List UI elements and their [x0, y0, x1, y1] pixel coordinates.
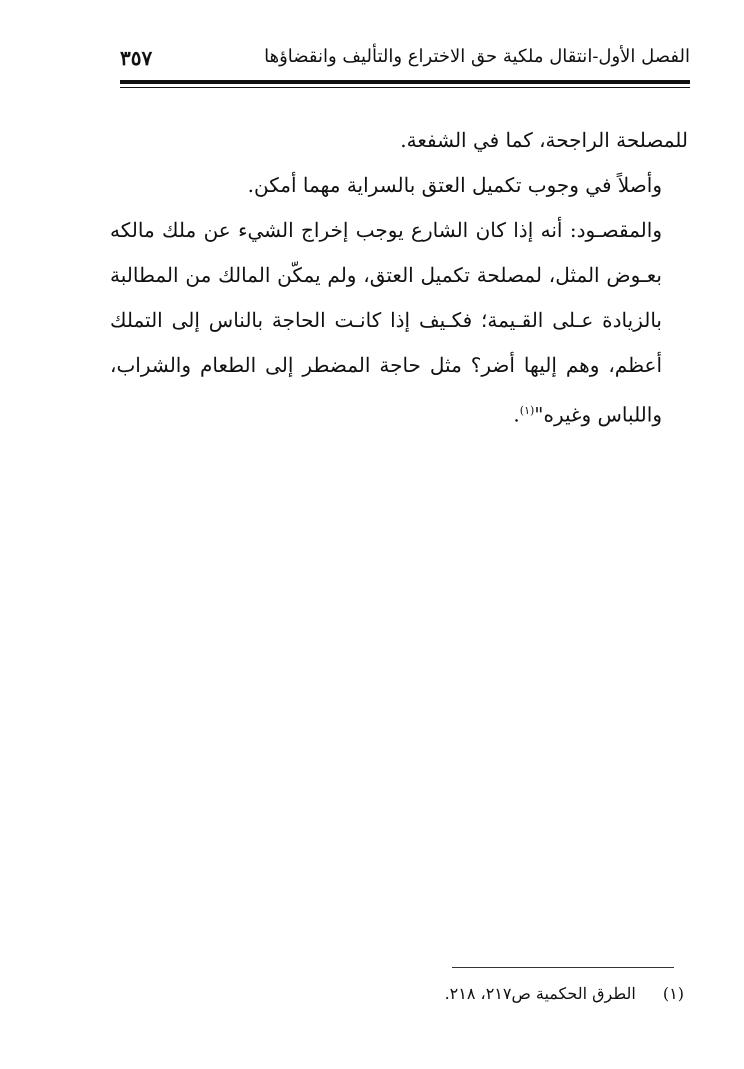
paragraph-3	[110, 208, 688, 438]
footnote-reference: (١)	[519, 404, 535, 417]
paragraph-3-text: والمقصـود: أنه إذا كان الشارع يوجب إخراج الشيء عن ملك مالكه بعـوض المثل، لمصلحة تكميل العتق، ولم يمكّن المالك من المطالبة بالزيادة عـلى القـيمة؛ فكـيف إذا كانـت الحاجة بالناس إلى التملك أعظم، وهم إليها أضر؟ مثل حاجة المضطر إلى الطعام والشراب، واللباس وغيره"	[110, 218, 662, 427]
footnote-separator	[452, 967, 674, 968]
closing-period: .	[513, 402, 520, 427]
footnote	[440, 984, 684, 1003]
body-text	[110, 118, 688, 438]
page-number: ٣٥٧	[120, 46, 153, 70]
page-header	[120, 40, 690, 80]
running-title: الفصل الأول-انتقال ملكية حق الاختراع والتأليف وانقضاؤها	[264, 46, 690, 67]
footnote-marker: (١)	[662, 984, 684, 1003]
footnote-text: الطرق الحكمية ص٢١٧، ٢١٨.	[444, 984, 636, 1003]
paragraph-2: وأصلاً في وجوب تكميل العتق بالسراية مهما أمكن.	[247, 173, 662, 197]
paragraph-1: للمصلحة الراجحة، كما في الشفعة.	[400, 128, 688, 152]
header-rule-thick	[120, 80, 690, 84]
header-rule-thin	[120, 87, 690, 88]
